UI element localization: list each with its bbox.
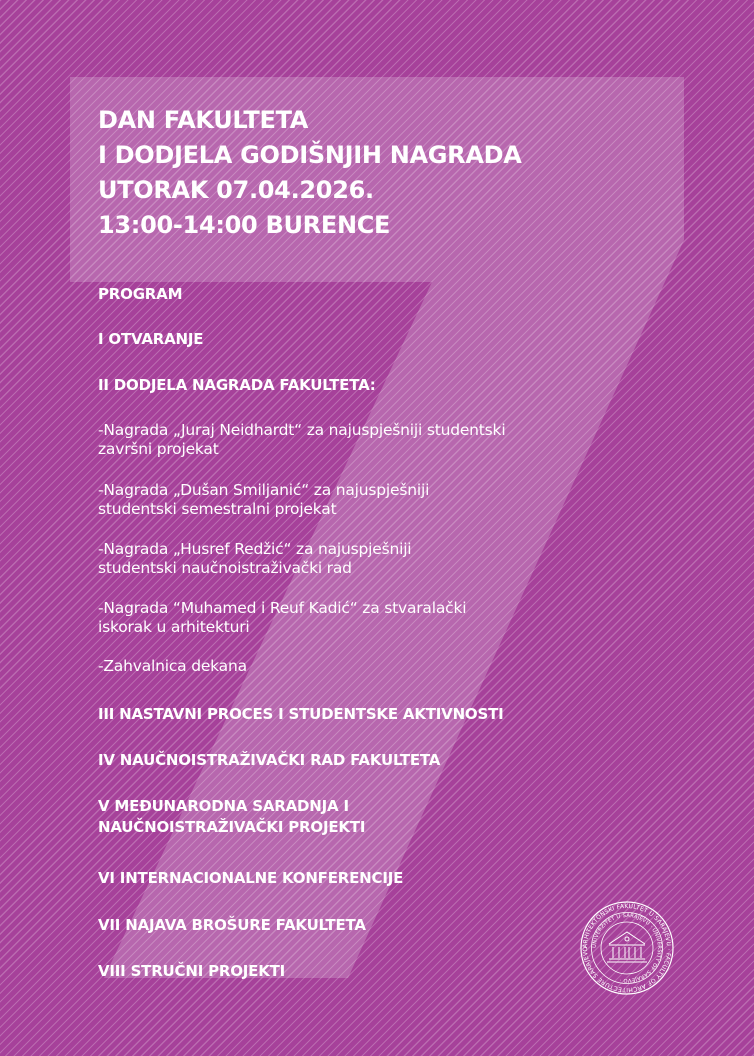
event-subtitle: I DODJELA GODIŠNJIH NAGRADA	[98, 141, 522, 169]
award-item: -Nagrada „Dušan Smiljanić“ za najuspješniji studentski semestralni projekat	[98, 481, 430, 518]
award-item: -Zahvalnica dekana	[98, 657, 247, 675]
program-item: IV NAUČNOISTRAŽIVAČKI RAD FAKULTETA	[98, 751, 441, 769]
program-item-awards: II DODJELA NAGRADA FAKULTETA:	[98, 376, 376, 394]
event-date: UTORAK 07.04.2026.	[98, 176, 374, 204]
svg-text:ARHITEKTONSKI FAKULTET U SARAJ: ARHITEKTONSKI FAKULTET U SARAJEVU · FACULTY OF ARCHITECTURE SARAJEVO	[581, 902, 673, 994]
program-item: VIII STRUČNI PROJEKTI	[98, 962, 286, 980]
program-item: VI INTERNACIONALNE KONFERENCIJE	[98, 869, 404, 887]
award-item: -Nagrada „Husref Redžić“ za najuspješniji studentski naučnoistraživački rad	[98, 540, 412, 577]
program-item: III NASTAVNI PROCES I STUDENTSKE AKTIVNOSTI	[98, 705, 504, 723]
award-item: -Nagrada “Muhamed i Reuf Kadić“ za stvaralački iskorak u arhitekturi	[98, 599, 467, 636]
program-label: PROGRAM	[98, 285, 183, 303]
building-icon	[607, 932, 647, 962]
event-time-location: 13:00-14:00 BURENCE	[98, 211, 391, 239]
program-item-opening: I OTVARANJE	[98, 330, 204, 348]
program-item: V MEĐUNARODNA SARADNJA I NAUČNOISTRAŽIVAČKI PROJEKTI	[98, 797, 366, 836]
svg-text:UNIVERZITET U SARAJEVU · UNIVE: UNIVERZITET U SARAJEVU · UNIVERSITY OF SARAJEVO ·	[591, 912, 663, 984]
faculty-seal-logo	[579, 900, 675, 996]
event-headline	[98, 103, 522, 243]
event-title: DAN FAKULTETA	[98, 106, 309, 134]
award-item: -Nagrada „Juraj Neidhardt“ za najuspješniji studentski završni projekat	[98, 421, 506, 458]
program-item: VII NAJAVA BROŠURE FAKULTETA	[98, 916, 366, 934]
